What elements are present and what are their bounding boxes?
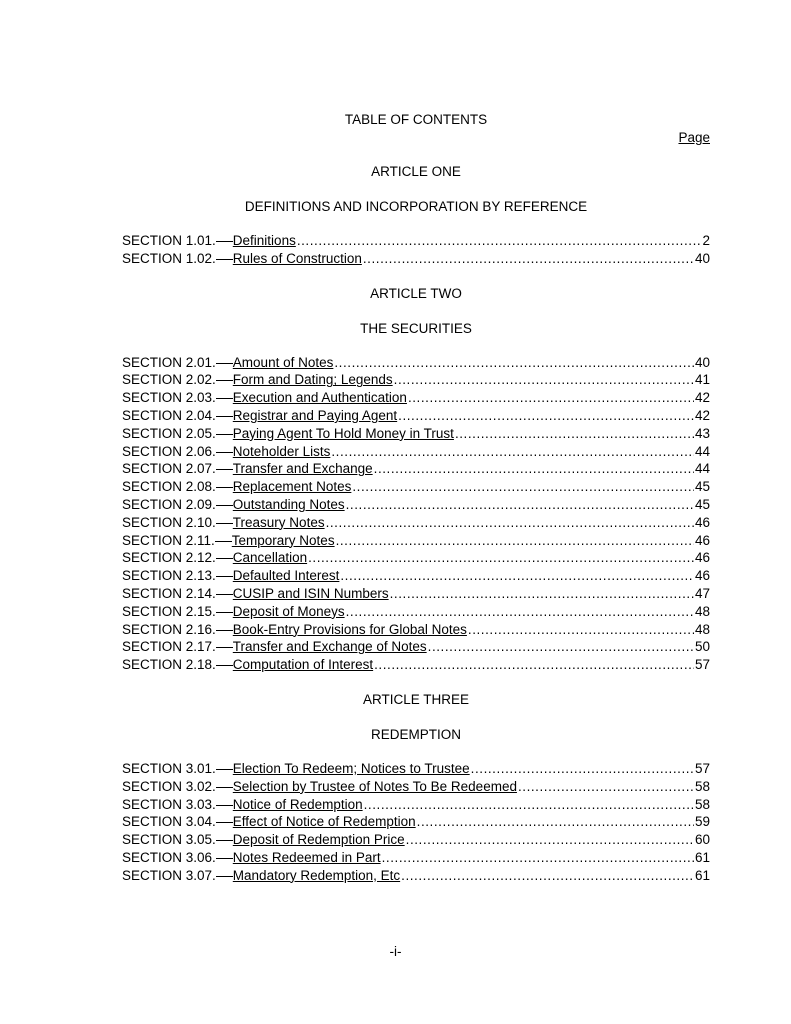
section-underline-spacer	[216, 840, 233, 841]
section-page-number: 47	[694, 585, 710, 601]
section-number: SECTION 2.03.	[122, 390, 216, 406]
section-underline-spacer	[216, 434, 233, 435]
dot-leader	[297, 232, 702, 250]
section-page-number: 42	[694, 390, 710, 406]
section-page-number: 41	[694, 372, 710, 388]
section-title-link[interactable]: Selection by Trustee of Notes To Be Redeemed	[232, 778, 517, 794]
article-subheading: THE SECURITIES	[360, 320, 472, 336]
section-underline-spacer	[215, 541, 232, 542]
section-title-link[interactable]: CUSIP and ISIN Numbers	[232, 585, 389, 601]
toc-entry[interactable]	[122, 371, 710, 389]
section-page-number: 61	[694, 849, 710, 865]
dot-leader	[406, 831, 694, 849]
section-title-link[interactable]: Transfer and Exchange	[232, 461, 373, 477]
page-label: Page	[678, 130, 710, 145]
section-underline-spacer	[216, 576, 233, 577]
section-title-link[interactable]: Effect of Notice of Redemption	[232, 814, 416, 830]
section-number: SECTION 2.08.	[122, 479, 216, 495]
toc-entry[interactable]	[122, 549, 710, 567]
toc-entry[interactable]	[122, 656, 710, 674]
section-number: SECTION 2.13.	[122, 568, 216, 584]
section-underline-spacer	[216, 416, 233, 417]
toc-entry[interactable]	[122, 407, 710, 425]
section-title-link[interactable]: Noteholder Lists	[232, 443, 331, 459]
section-title-link[interactable]: Paying Agent To Hold Money in Trust	[232, 425, 454, 441]
section-underline-spacer	[216, 505, 233, 506]
section-number: SECTION 2.05.	[122, 425, 216, 441]
footer-page-number: -i-	[389, 944, 402, 959]
section-title-link[interactable]: Computation of Interest	[232, 657, 374, 673]
article-heading: ARTICLE TWO	[370, 285, 462, 301]
toc-entry[interactable]	[122, 621, 710, 639]
section-underline-spacer	[216, 241, 233, 242]
toc-page	[122, 111, 710, 885]
section-page-number: 46	[694, 532, 710, 548]
page-column-header	[122, 129, 710, 147]
dot-leader	[455, 425, 694, 443]
dot-leader	[471, 760, 694, 778]
section-underline-spacer	[216, 452, 233, 453]
section-underline-spacer	[216, 769, 233, 770]
section-number: SECTION 2.04.	[122, 407, 216, 423]
dot-leader	[374, 460, 694, 478]
dot-leader	[308, 549, 694, 567]
section-number: SECTION 3.03.	[122, 796, 216, 812]
toc-entry[interactable]	[122, 532, 710, 550]
section-number: SECTION 2.12.	[122, 550, 216, 566]
dot-leader	[336, 532, 694, 550]
section-number: SECTION 2.09.	[122, 496, 216, 512]
section-underline-spacer	[216, 647, 233, 648]
section-number: SECTION 3.02.	[122, 778, 216, 794]
toc-entry[interactable]	[122, 603, 710, 621]
section-page-number: 40	[694, 250, 710, 266]
section-title-link[interactable]: Treasury Notes	[232, 514, 325, 530]
toc-entry[interactable]	[122, 478, 710, 496]
section-title-link[interactable]: Definitions	[232, 233, 296, 248]
dot-leader	[401, 867, 694, 885]
section-page-number: 46	[694, 568, 710, 584]
section-underline-spacer	[216, 787, 233, 788]
dot-leader	[331, 443, 694, 461]
section-page-number: 46	[694, 550, 710, 566]
dot-leader	[408, 389, 694, 407]
dot-leader	[334, 354, 694, 372]
dot-leader	[468, 621, 694, 639]
toc-entry[interactable]	[122, 514, 710, 532]
toc-entry-list	[122, 760, 710, 885]
dot-leader	[363, 250, 694, 268]
section-number: SECTION 3.04.	[122, 814, 216, 830]
section-underline-spacer	[216, 469, 233, 470]
dot-leader	[326, 514, 694, 532]
section-page-number: 46	[694, 514, 710, 530]
article-subheading: DEFINITIONS AND INCORPORATION BY REFERENCE	[244, 199, 588, 214]
toc-entry[interactable]	[122, 354, 710, 372]
section-underline-spacer	[216, 558, 233, 559]
section-page-number: 59	[694, 814, 710, 830]
section-title-link[interactable]: Rules of Construction	[232, 250, 362, 266]
section-title-link[interactable]: Deposit of Moneys	[232, 603, 345, 619]
section-number: SECTION 2.01.	[122, 354, 216, 370]
section-title-link[interactable]: Transfer and Exchange of Notes	[232, 639, 427, 655]
toc-entry[interactable]	[122, 638, 710, 656]
section-underline-spacer	[216, 805, 233, 806]
section-page-number: 45	[694, 496, 710, 512]
section-underline-spacer	[216, 630, 233, 631]
toc-entry-list	[122, 232, 710, 268]
section-number: SECTION 3.05.	[122, 832, 216, 848]
toc-title: TABLE OF CONTENTS	[344, 112, 488, 127]
section-number: SECTION 2.07.	[122, 461, 216, 477]
toc-entry[interactable]	[122, 585, 710, 603]
section-title-link[interactable]: Deposit of Redemption Price	[232, 832, 405, 848]
section-page-number: 57	[694, 657, 710, 673]
section-title-link[interactable]: Defaulted Interest	[232, 568, 340, 584]
section-page-number: 45	[694, 479, 710, 495]
section-underline-spacer	[216, 380, 233, 381]
section-title-link[interactable]: Form and Dating; Legends	[232, 372, 393, 388]
section-number: SECTION 2.18.	[122, 657, 216, 673]
section-title-link[interactable]: Replacement Notes	[232, 479, 352, 495]
toc-entry[interactable]	[122, 760, 710, 778]
section-page-number: 48	[694, 621, 710, 637]
section-title-link[interactable]: Execution and Authentication	[232, 390, 407, 406]
dot-leader	[374, 656, 694, 674]
section-underline-spacer	[216, 398, 233, 399]
section-page-number: 42	[694, 407, 710, 423]
dot-leader	[352, 478, 694, 496]
dot-leader	[518, 778, 694, 796]
section-page-number: 58	[694, 796, 710, 812]
section-title-link[interactable]: Registrar and Paying Agent	[232, 407, 398, 423]
dot-leader	[390, 585, 694, 603]
section-number: SECTION 3.01.	[122, 760, 216, 776]
article-heading: ARTICLE ONE	[371, 164, 461, 179]
toc-entry[interactable]	[122, 778, 710, 796]
section-page-number: 40	[694, 354, 710, 370]
section-title-link[interactable]: Book-Entry Provisions for Global Notes	[232, 621, 467, 637]
dot-leader	[428, 638, 694, 656]
section-page-number: 2	[702, 233, 710, 248]
section-number: SECTION 1.02.	[122, 250, 216, 266]
section-number: SECTION 2.17.	[122, 639, 216, 655]
section-number: SECTION 2.11.	[122, 532, 215, 548]
section-underline-spacer	[216, 259, 233, 260]
section-underline-spacer	[216, 858, 233, 859]
toc-entry[interactable]	[122, 849, 710, 867]
section-underline-spacer	[216, 487, 233, 488]
section-title-link[interactable]: Election To Redeem; Notices to Trustee	[232, 760, 470, 776]
toc-entry[interactable]	[122, 831, 710, 849]
section-page-number: 57	[694, 760, 710, 776]
section-underline-spacer	[216, 822, 233, 823]
dot-leader	[346, 496, 694, 514]
article-heading: ARTICLE THREE	[362, 691, 470, 707]
section-title-link[interactable]: Outstanding Notes	[232, 496, 345, 512]
section-title-link[interactable]: Mandatory Redemption, Etc	[232, 867, 401, 883]
section-number: SECTION 3.07.	[122, 867, 216, 883]
section-page-number: 43	[694, 425, 710, 441]
section-underline-spacer	[216, 612, 233, 613]
section-page-number: 50	[694, 639, 710, 655]
dot-leader	[417, 813, 694, 831]
section-title-link[interactable]: Amount of Notes	[232, 354, 334, 370]
section-number: SECTION 2.06.	[122, 443, 216, 459]
toc-entry[interactable]	[122, 443, 710, 461]
section-page-number: 44	[694, 461, 710, 477]
section-number: SECTION 2.10.	[122, 514, 216, 530]
toc-entry[interactable]	[122, 250, 710, 268]
section-title-link[interactable]: Cancellation	[232, 550, 308, 566]
dot-leader	[394, 371, 694, 389]
toc-entry[interactable]	[122, 796, 710, 814]
section-number: SECTION 3.06.	[122, 849, 216, 865]
section-page-number: 60	[694, 832, 710, 848]
section-number: SECTION 2.14.	[122, 585, 216, 601]
dot-leader	[346, 603, 694, 621]
dot-leader	[340, 567, 694, 585]
toc-entry[interactable]	[122, 496, 710, 514]
section-title-link[interactable]: Notes Redeemed in Part	[232, 849, 381, 865]
toc-entry[interactable]	[122, 389, 710, 407]
section-underline-spacer	[216, 876, 233, 877]
dot-leader	[398, 407, 694, 425]
section-underline-spacer	[216, 523, 233, 524]
dot-leader	[382, 849, 694, 867]
section-page-number: 44	[694, 443, 710, 459]
toc-entry[interactable]	[122, 425, 710, 443]
toc-entry[interactable]	[122, 567, 710, 585]
toc-entry[interactable]	[122, 813, 710, 831]
section-page-number: 58	[694, 778, 710, 794]
toc-entry[interactable]	[122, 232, 710, 250]
section-number: SECTION 2.15.	[122, 603, 216, 619]
section-number: SECTION 2.16.	[122, 621, 216, 637]
section-underline-spacer	[216, 665, 233, 666]
section-underline-spacer	[216, 363, 233, 364]
toc-entry[interactable]	[122, 460, 710, 478]
section-page-number: 48	[694, 603, 710, 619]
section-number: SECTION 2.02.	[122, 372, 216, 388]
section-page-number: 61	[694, 867, 710, 883]
section-number: SECTION 1.01.	[122, 233, 216, 248]
section-title-link[interactable]: Temporary Notes	[231, 532, 335, 548]
dot-leader	[364, 796, 694, 814]
articles-container	[122, 163, 710, 885]
section-title-link[interactable]: Notice of Redemption	[232, 796, 363, 812]
toc-entry[interactable]	[122, 867, 710, 885]
toc-entry-list	[122, 354, 710, 674]
section-underline-spacer	[216, 594, 233, 595]
article-subheading: REDEMPTION	[370, 726, 461, 742]
